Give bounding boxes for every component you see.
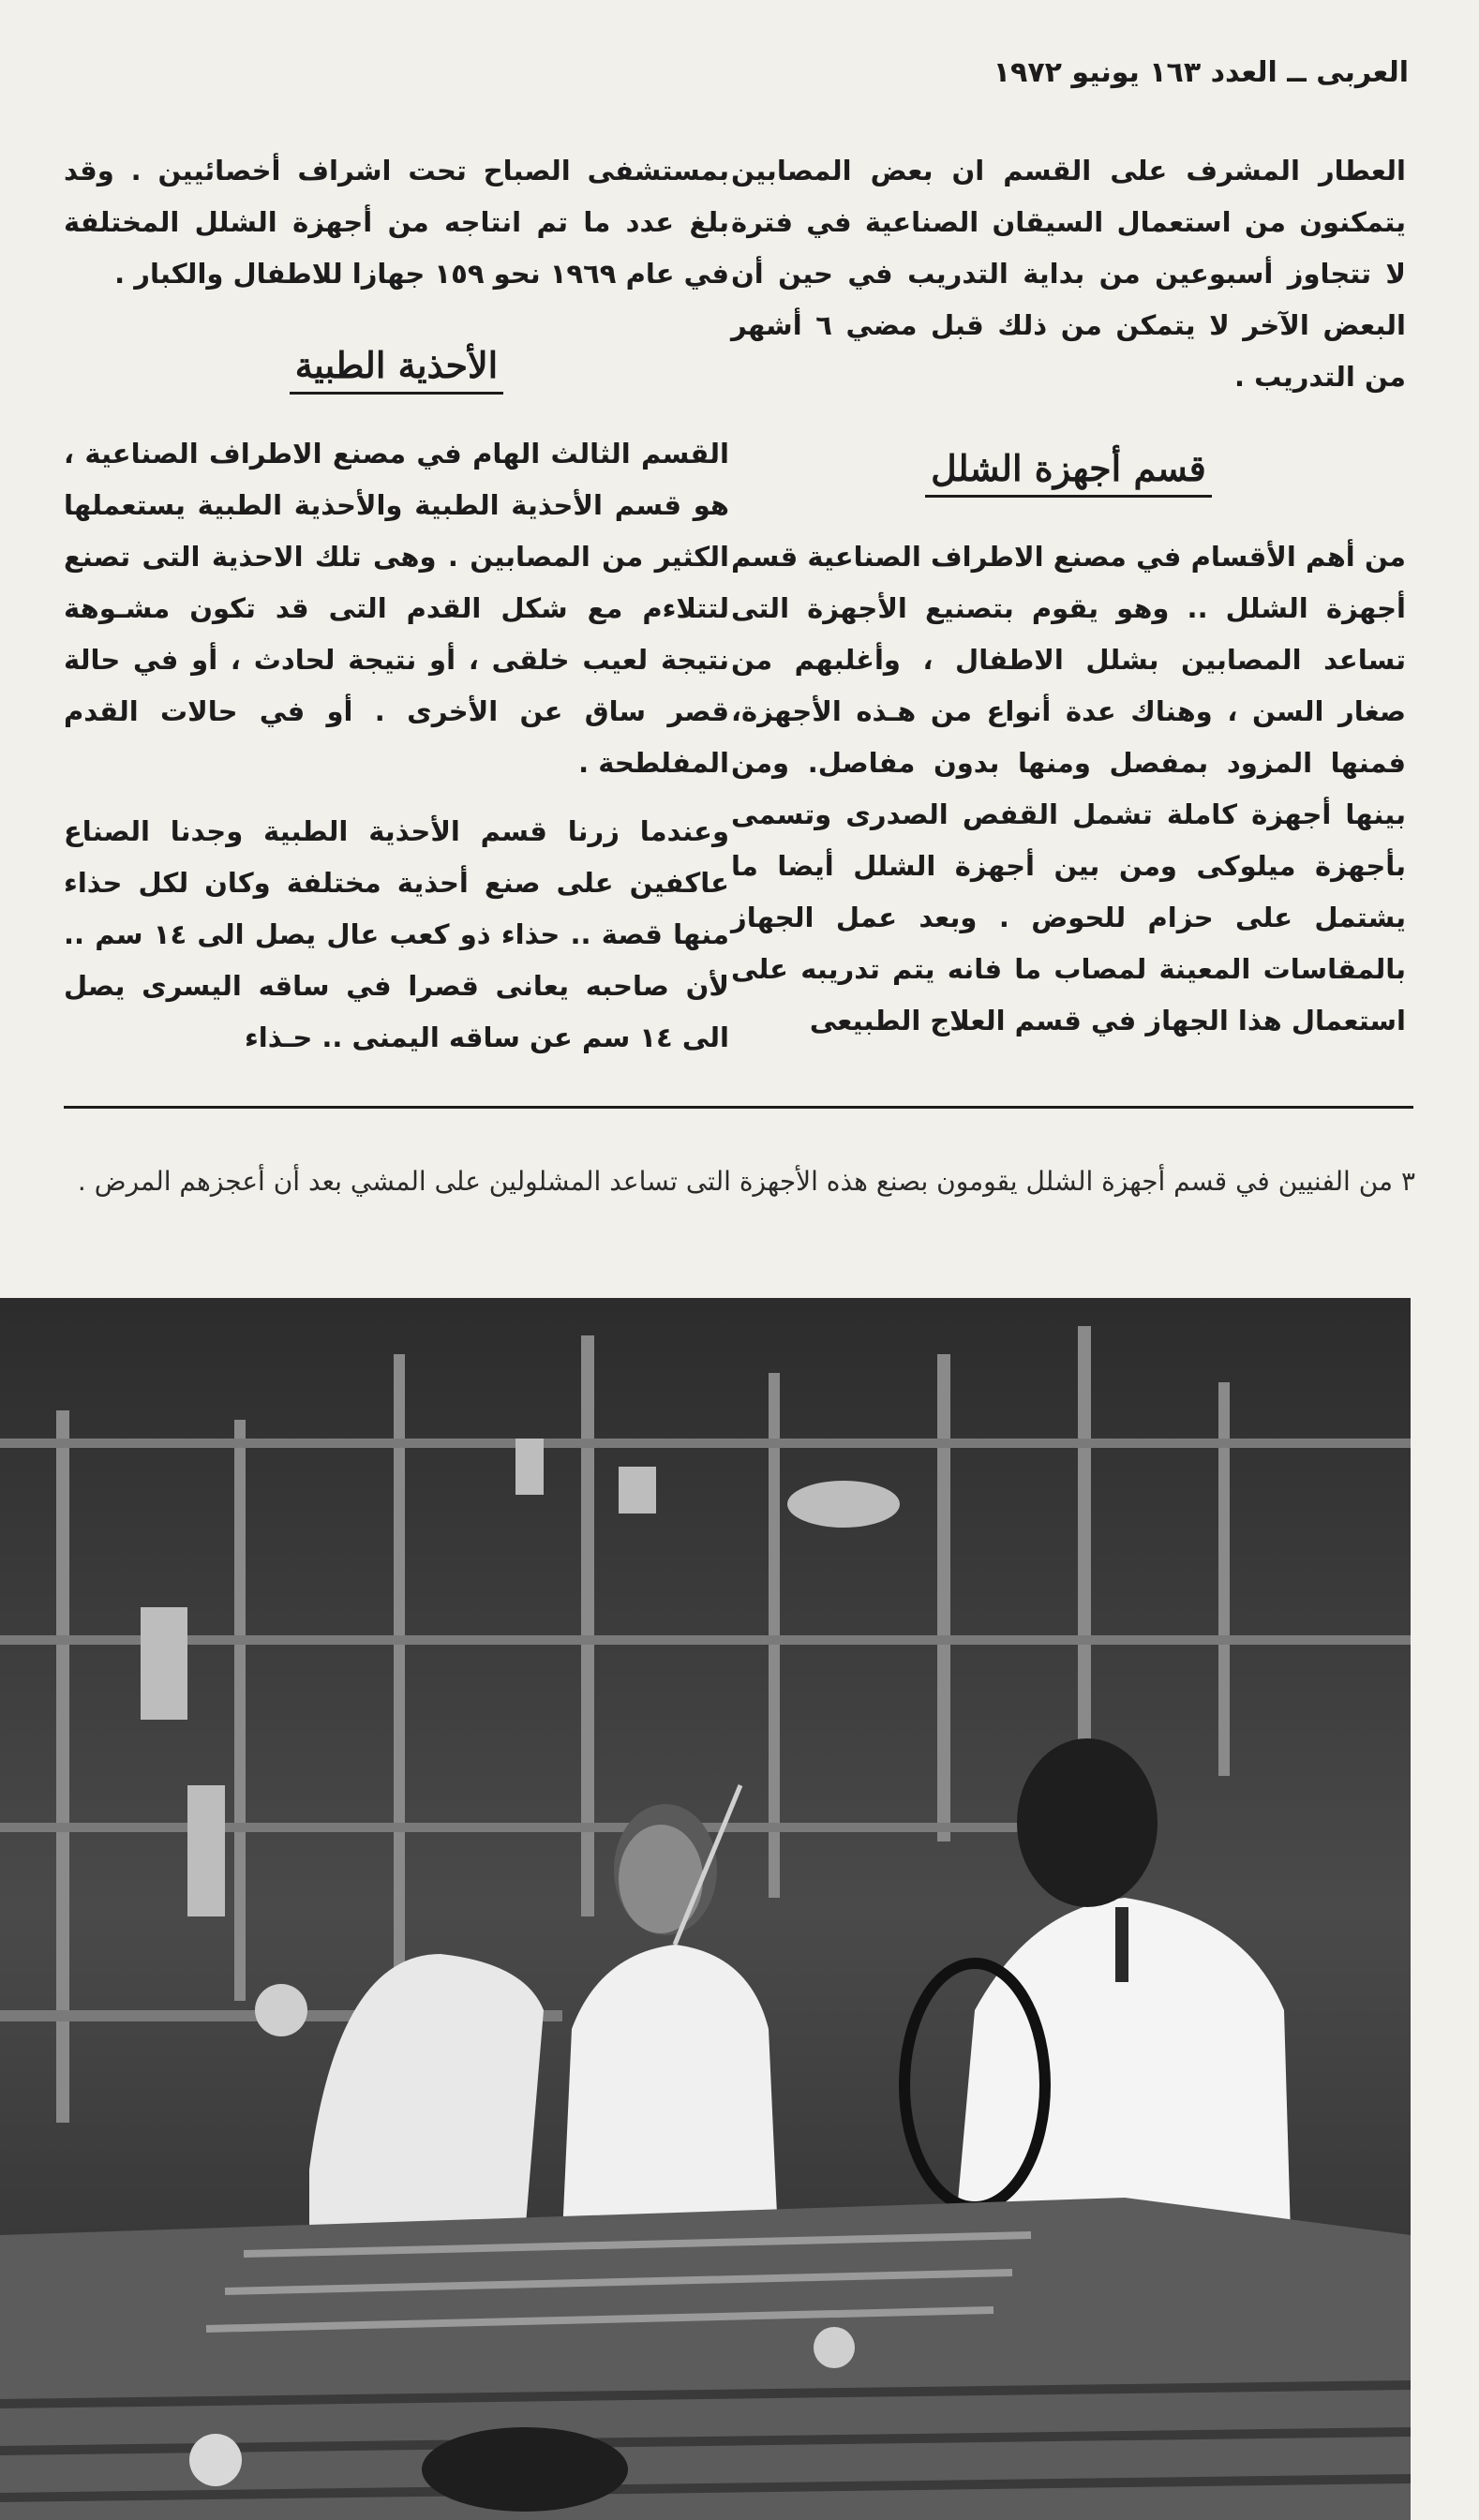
left-para-1: بمستشفى الصباح تحت اشراف أخصائيين . وقد بلغ عدد ما تم انتاجه من أجهزة الشلل المختلفة في عام ١٩٦٩ نحو ١٥٩ جهازا للاطفال والكبار . xyxy=(64,155,729,290)
workshop-photo-icon xyxy=(0,1298,1411,2520)
workshop-photo xyxy=(0,1298,1411,2520)
section-heading-medical-shoes xyxy=(64,339,729,391)
section-heading-paralysis xyxy=(731,442,1406,494)
right-para-2: من أهم الأقسام في مصنع الاطراف الصناعية قسم أجهزة الشلل .. وهو يقوم بتصنيع الأجهزة التى تساعد المصابين بشلل الاطفال ، وأغلبهم من صغار السن ، وهناك عدة أنواع من هـذه الأجهزة، فمنها المزود بمفصل ومنها بدون مفاصل. ومن بينها أجهزة كاملة تشمل القفص الصدرى وتسمى بأجهزة ميلوكى ومن بين أجهزة الشلل أيضا ما يشتمل على حزام للحوض . وبعد عمل الجهاز بالمقاسات المعينة لمصاب ما فانه يتم تدريبه على استعمال هذا الجهاز في قسم العلاج الطبيعى xyxy=(731,541,1406,1036)
photo-caption: ٣ من الفنيين في قسم أجهزة الشلل يقومون بصنع هذه الأجهزة التى تساعد المشلولين على المشي بعد أن أعجزهم المرض . xyxy=(77,1166,1415,1197)
page-header: العربى ــ العدد ١٦٣ يونيو ١٩٧٢ xyxy=(993,56,1409,89)
heading-text: الأحذية الطبية xyxy=(290,344,503,395)
horizontal-divider xyxy=(64,1106,1413,1109)
right-para-1: العطار المشرف على القسم ان بعض المصابين يتمكنون من استعمال السيقان الصناعية في فترة لا تتجاوز أسبوعين من بداية التدريب في حين أن البعض الآخر لا يتمكن من ذلك قبل مضي ٦ أشهر من التدريب . xyxy=(731,155,1406,393)
left-column xyxy=(64,145,729,1081)
right-column xyxy=(731,145,1406,1064)
left-para-3: وعندما زرنا قسم الأحذية الطبية وجدنا الصناع عاكفين على صنع أحذية مختلفة وكان لكل حذاء منها قصة .. حذاء ذو كعب عال يصل الى ١٤ سم .. لأن صاحبه يعانى قصرا في ساقه اليسرى يصل الى ١٤ سم عن ساقه اليمنى .. حـذاء xyxy=(64,815,729,1053)
heading-text: قسم أجهزة الشلل xyxy=(925,447,1212,498)
left-para-2: القسم الثالث الهام في مصنع الاطراف الصناعية ، هو قسم الأحذية الطبية والأحذية الطبية يستعملها الكثير من المصابين . وهى تلك الاحذية التى تصنع لتتلاءم مع شكل القدم التى قد تكون مشـوهة نتيجة لعيب خلقى ، أو نتيجة لحادث ، أو في حالة قصر ساق عن الأخرى . أو في حالات القدم المفلطحة . xyxy=(64,438,729,779)
